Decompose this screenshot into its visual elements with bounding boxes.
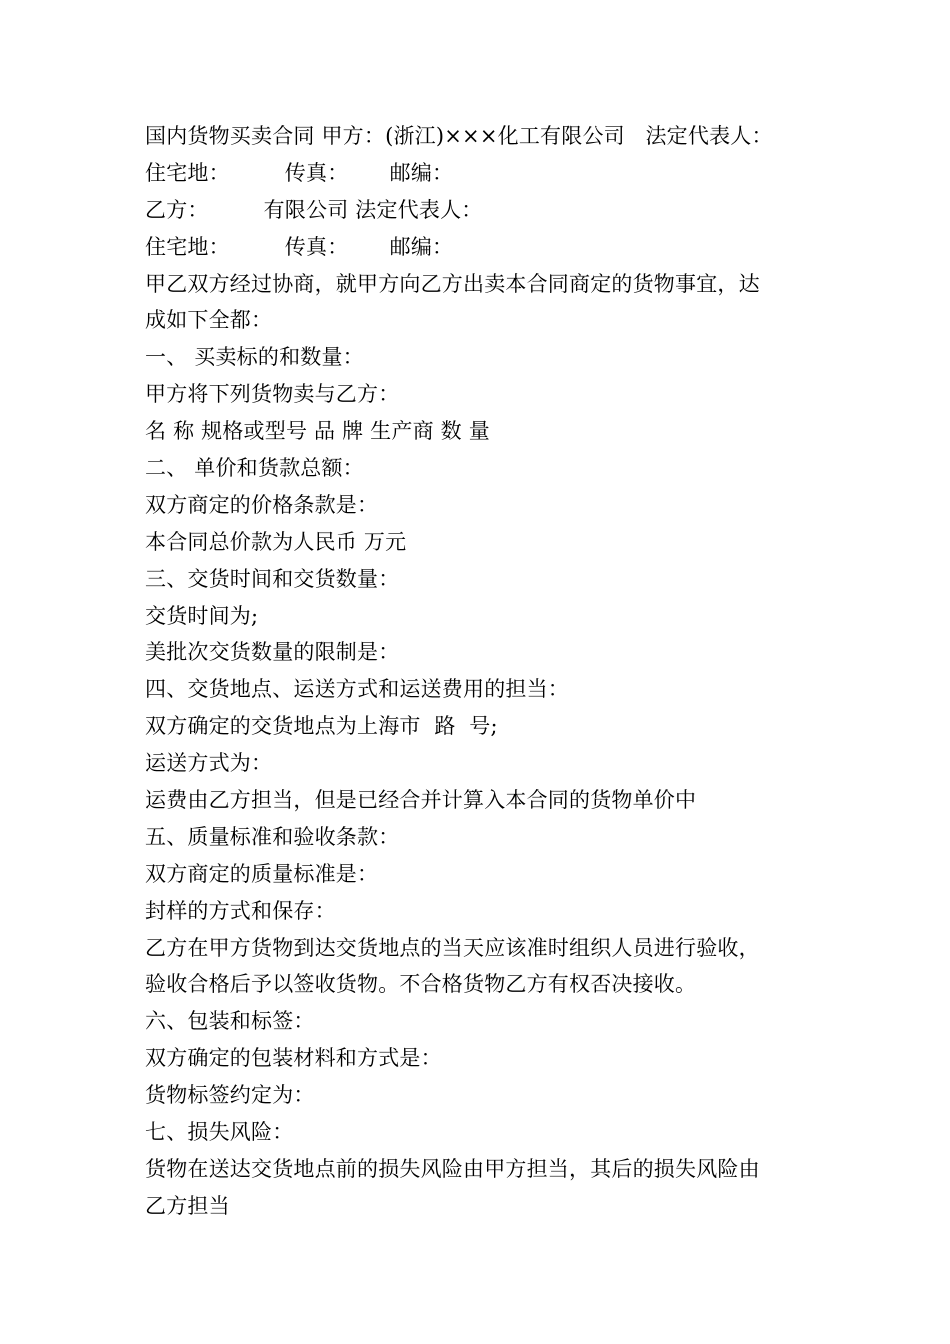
section-6-heading: 六、包装和标签：	[145, 1009, 315, 1034]
section-2-text-2: 本合同总价款为人民币 万元	[145, 529, 407, 554]
section-7-text-1: 货物在送达交货地点前的损失风险由甲方担当，其后的损失风险由	[145, 1156, 760, 1181]
section-1-text: 甲方将下列货物卖与乙方：	[145, 382, 400, 407]
section-6-text-1: 双方确定的包装材料和方式是：	[145, 1046, 442, 1071]
section-5-heading: 五、质量标准和验收条款：	[145, 824, 400, 849]
section-5-text-4: 验收合格后予以签收货物。不合格货物乙方有权否决接收。	[145, 972, 697, 997]
party-a-address-line: 住宅地： 传真： 邮编：	[145, 160, 454, 185]
section-2-text-1: 双方商定的价格条款是：	[145, 492, 379, 517]
section-3-text-2: 美批次交货数量的限制是：	[145, 640, 400, 665]
section-7-heading: 七、损失风险：	[145, 1120, 294, 1145]
section-5-text-3: 乙方在甲方货物到达交货地点的当天应该准时组织人员进行验收，	[145, 935, 760, 960]
agreement-intro-line-2: 成如下全都：	[145, 308, 273, 333]
agreement-intro-line-1: 甲乙双方经过协商，就甲方向乙方出卖本合同商定的货物事宜，达	[145, 271, 760, 296]
party-b-address-line: 住宅地： 传真： 邮编：	[145, 234, 454, 259]
section-4-text-3: 运费由乙方担当，但是已经合并计算入本合同的货物单价中	[145, 788, 697, 813]
goods-table-header: 名 称 规格或型号 品 牌 生产商 数 量	[145, 419, 490, 444]
party-b-line: 乙方： 有限公司 法定代表人：	[145, 197, 483, 222]
section-3-heading: 三、交货时间和交货数量：	[145, 566, 400, 591]
section-2-heading: 二、 单价和货款总额：	[145, 456, 364, 481]
section-4-heading: 四、交货地点、运送方式和运送费用的担当：	[145, 677, 569, 702]
section-4-text-1: 双方确定的交货地点为上海市 路 号;	[145, 714, 498, 739]
section-7-text-2: 乙方担当	[145, 1193, 230, 1218]
section-6-text-2: 货物标签约定为：	[145, 1083, 315, 1108]
section-5-text-2: 封样的方式和保存：	[145, 898, 336, 923]
section-1-heading: 一、 买卖标的和数量：	[145, 345, 364, 370]
section-4-text-2: 运送方式为：	[145, 751, 273, 776]
contract-title-line: 国内货物买卖合同 甲方：(浙江)×××化工有限公司 法定代表人：	[145, 124, 773, 148]
section-5-text-1: 双方商定的质量标准是：	[145, 861, 379, 886]
section-3-text-1: 交货时间为;	[145, 603, 259, 628]
contract-body	[145, 118, 815, 1225]
